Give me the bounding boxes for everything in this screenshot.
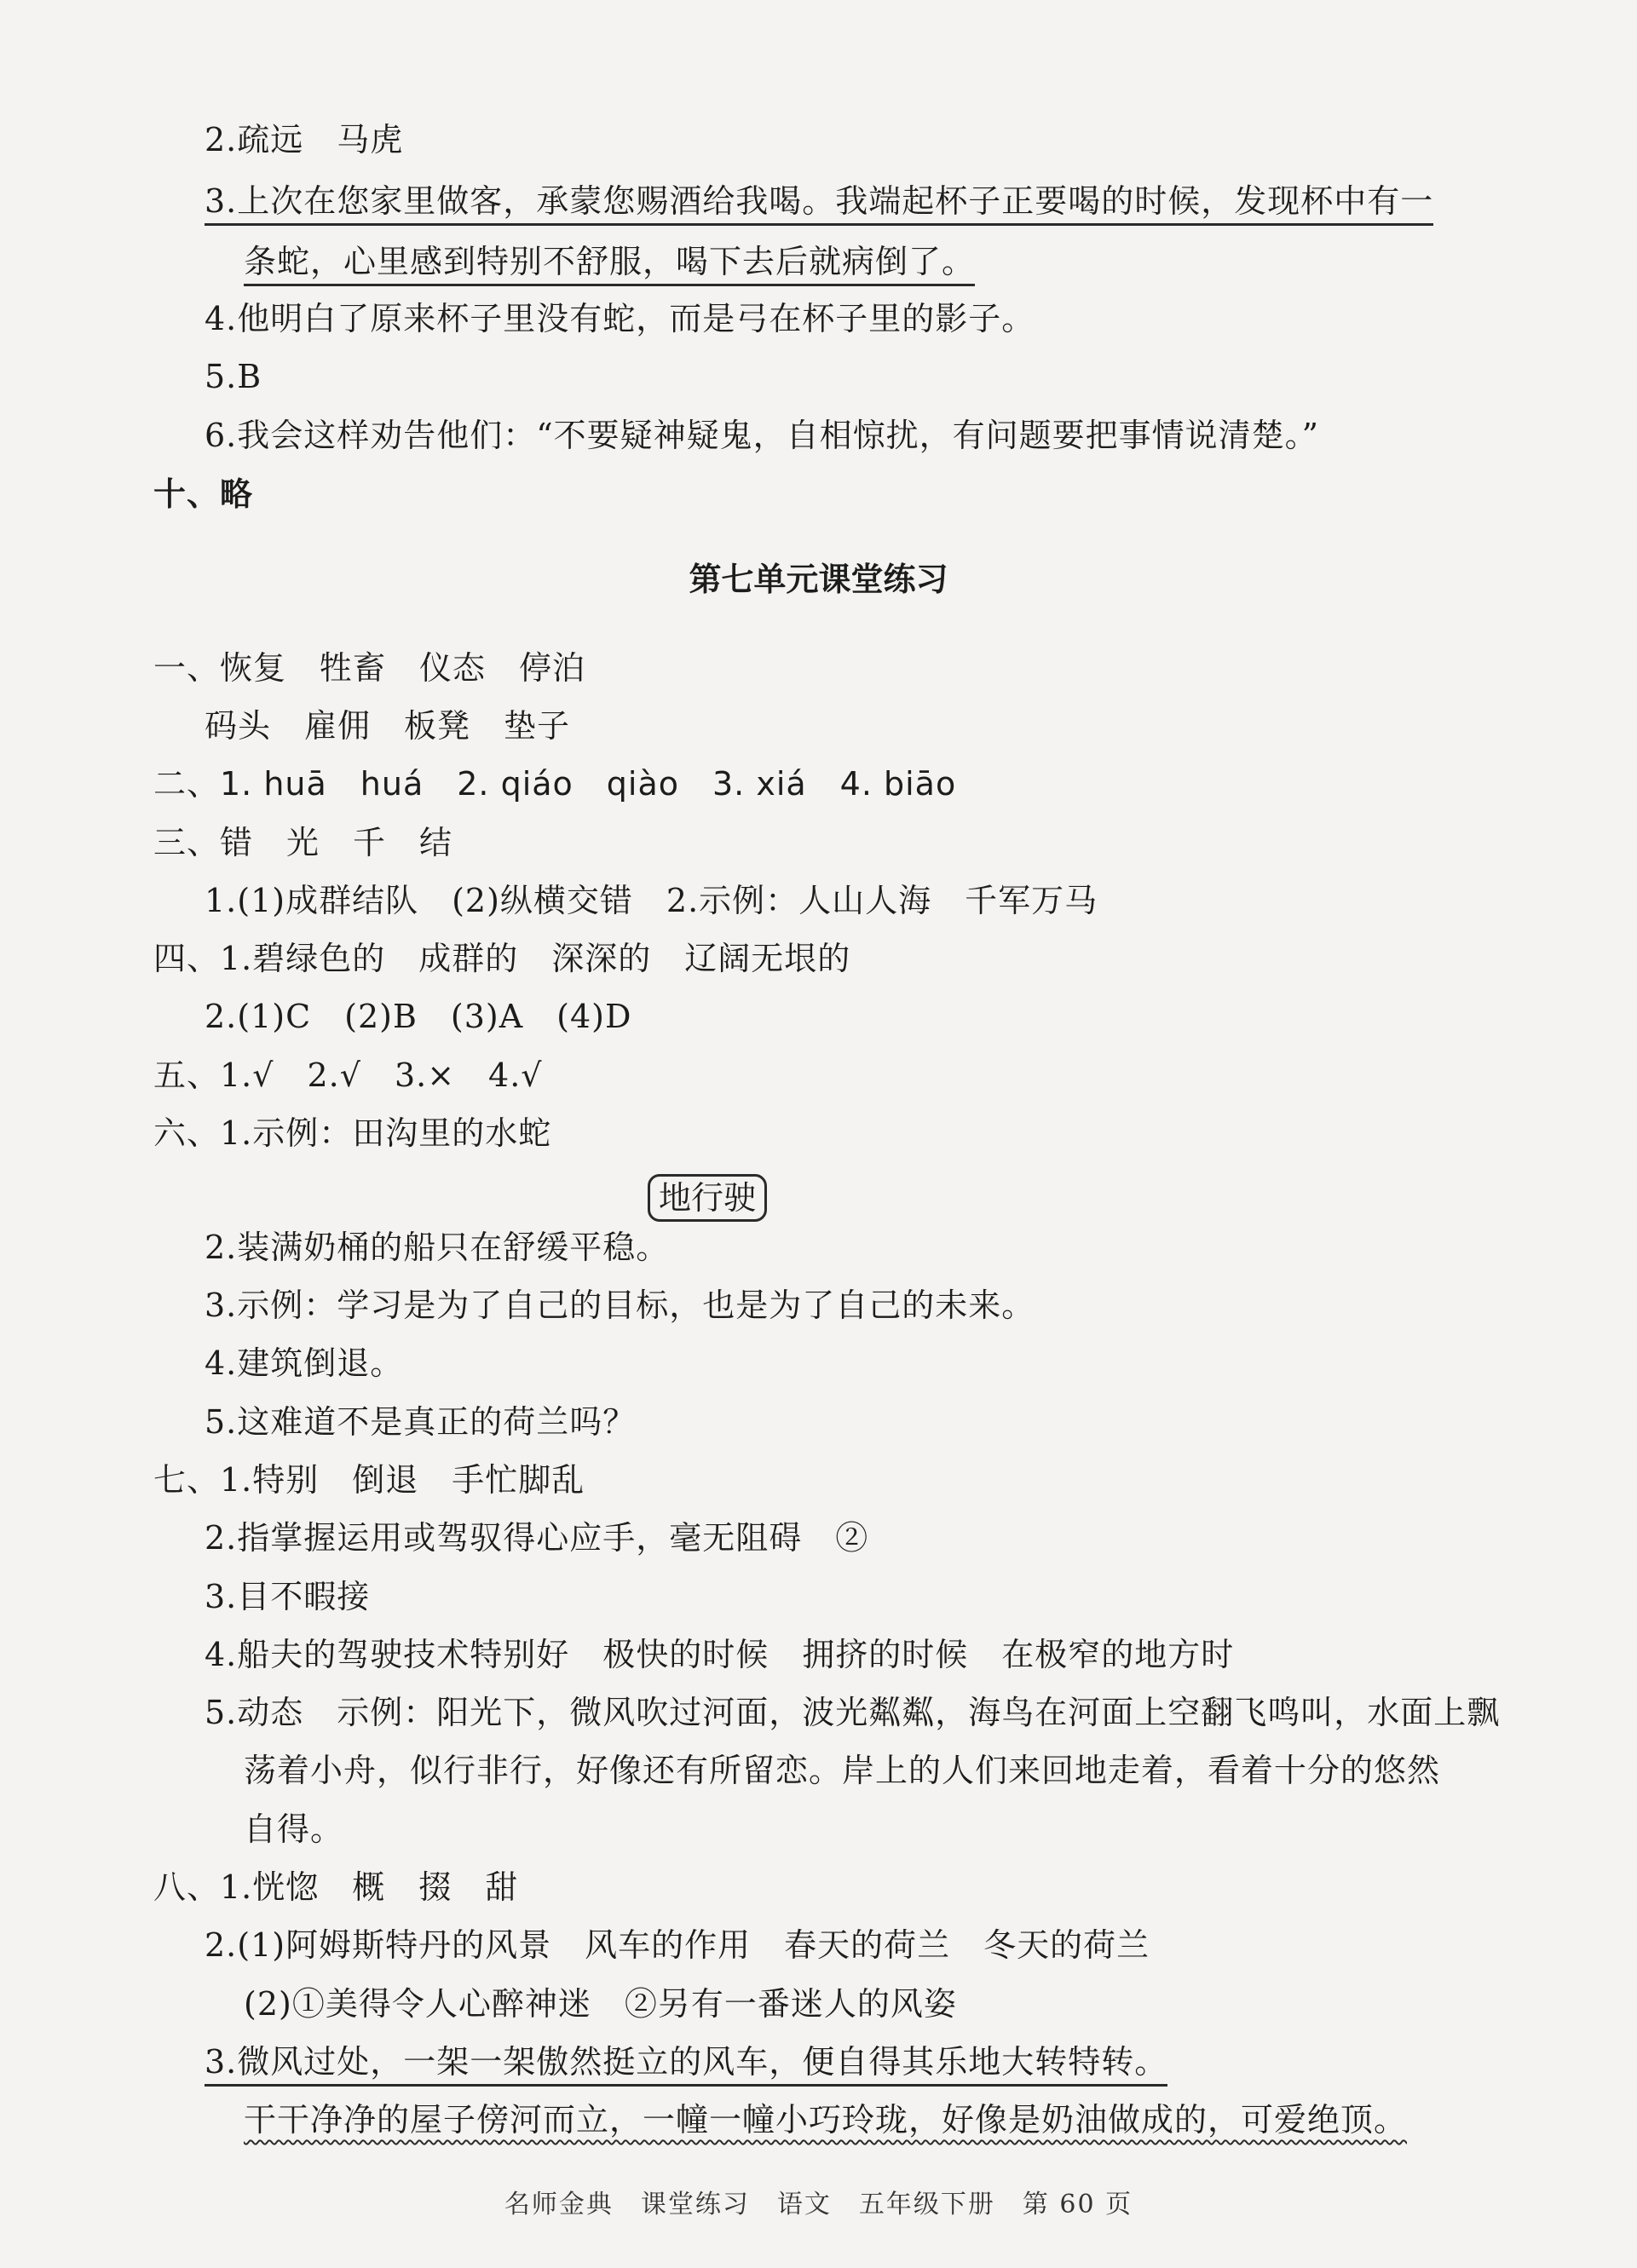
answer-top-q4: 4.他明白了原来杯子里没有蛇，而是弓在杯子里的影子。 [205, 300, 1035, 337]
section-eight-q1: 八、1.恍惚 概 掇 甜 [153, 1868, 519, 1906]
answer-top-q6: 6.我会这样劝告他们：“不要疑神疑鬼，自相惊扰，有问题要把事情说清楚。” [205, 417, 1320, 454]
section-one-line2: 码头 雇佣 板凳 垫子 [205, 707, 571, 745]
section-ten: 十、略 [153, 475, 254, 513]
section-seven-q5-line2: 荡着小舟，似行非行，好像还有所留恋。岸上的人们来回地走着，看着十分的悠然 [244, 1752, 1441, 1789]
section-eight-q3-line2: 干干净净的屋子傍河而立，一幢一幢小巧玲珑，好像是奶油做成的，可爱绝顶。 [244, 2101, 1408, 2138]
answer-top-q3-line1: 3.上次在您家里做客，承蒙您赐酒给我喝。我端起杯子正要喝的时候，发现杯中有一 [205, 181, 1433, 222]
section-six-q1: 六、1.示例：田沟里的水蛇 [153, 1114, 552, 1152]
answer-top-q2: 2.疏远 马虎 [205, 121, 404, 158]
section-six-q4: 4.建筑倒退。 [205, 1344, 404, 1382]
section-eight-q2-line1: 2.(1)阿姆斯特丹的风景 风车的作用 春天的荷兰 冬天的荷兰 [205, 1926, 1150, 1964]
section-four-line1: 四、1.碧绿色的 成群的 深深的 辽阔无垠的 [153, 940, 851, 977]
page-title: 第七单元课堂练习 [689, 561, 948, 598]
section-seven-q2: 2.指掌握运用或驾驭得心应手，毫无阻碍 ② [205, 1519, 869, 1557]
section-six-q5: 5.这难道不是真正的荷兰吗？ [205, 1403, 637, 1441]
section-eight-q2-line2: (2)①美得令人心醉神迷 ②另有一番迷人的风姿 [244, 1985, 957, 2023]
section-two-line: 二、1. huā huá 2. qiáo qiào 3. xiá 4. biāo [153, 765, 957, 803]
section-seven-q4: 4.船夫的驾驶技术特别好 极快的时候 拥挤的时候 在极窄的地方时 [205, 1636, 1235, 1673]
section-six-q2: 2.装满奶桶的船只在舒缓平稳。 [205, 1229, 670, 1266]
section-one-line1: 一、恢复 牲畜 仪态 停泊 [153, 649, 586, 687]
section-three-line2: 1.(1)成群结队 (2)纵横交错 2.示例：人山人海 千军万马 [205, 882, 1098, 919]
section-seven-q1: 七、1.特别 倒退 手忙脚乱 [153, 1461, 585, 1499]
section-six-q3: 3.示例：学习是为了自己的目标，也是为了自己的未来。 [205, 1287, 1035, 1324]
insertion-note: 地行驶 [648, 1174, 767, 1222]
page-footer: 名师金典 课堂练习 语文 五年级下册 第 60 页 [504, 2190, 1133, 2219]
answer-top-q5: 5.B [205, 358, 262, 395]
answer-top-q3-line2: 条蛇，心里感到特别不舒服，喝下去后就病倒了。 [244, 241, 975, 282]
section-three-line1: 三、错 光 千 结 [153, 824, 453, 861]
section-five-line: 五、1.√ 2.√ 3.× 4.√ [153, 1056, 543, 1094]
section-four-line2: 2.(1)C (2)B (3)A (4)D [205, 998, 632, 1035]
section-seven-q5-line1: 5.动态 示例：阳光下，微风吹过河面，波光粼粼，海鸟在河面上空翻飞鸣叫，水面上飘 [205, 1694, 1501, 1731]
section-seven-q5-line3: 自得。 [244, 1810, 344, 1848]
section-eight-q3-line1: 3.微风过处，一架一架傲然挺立的风车，便自得其乐地大转特转。 [205, 2041, 1167, 2082]
section-seven-q3: 3.目不暇接 [205, 1578, 371, 1615]
